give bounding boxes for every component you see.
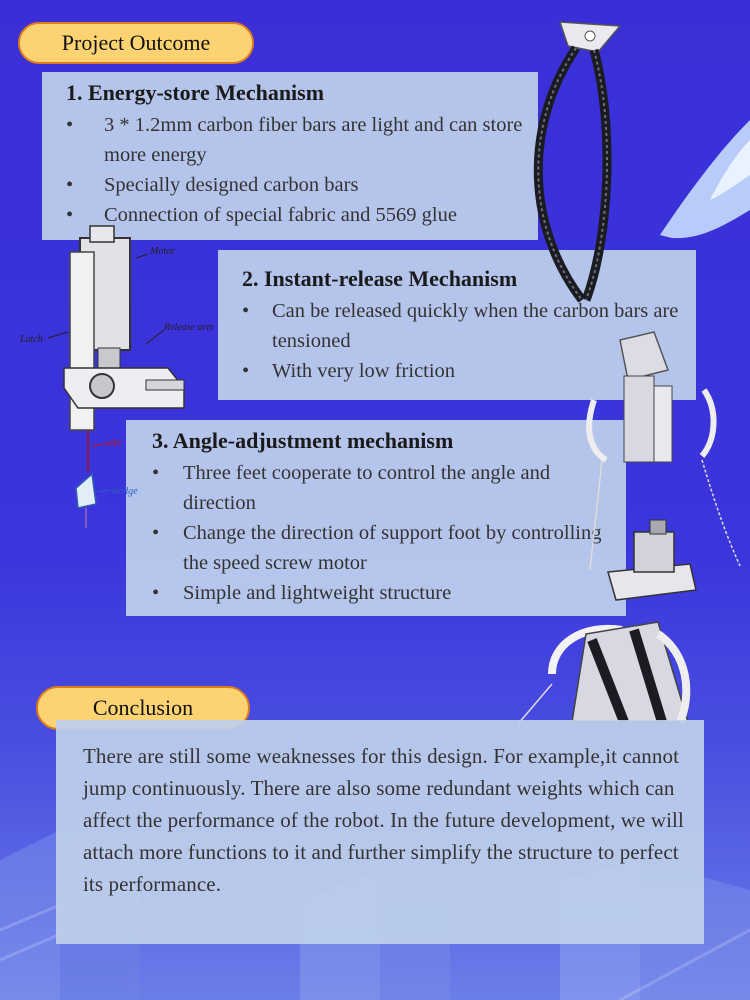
release-arm-label: Release arm bbox=[164, 322, 214, 333]
list-item: • Change the direction of support foot by controlling the speed screw motor bbox=[152, 518, 603, 578]
bullet-glyph: • bbox=[152, 582, 160, 604]
latch-label: Latch bbox=[20, 334, 43, 345]
bullet-glyph: • bbox=[152, 462, 160, 484]
list-item: • With very low friction bbox=[242, 356, 696, 386]
energy-store-title: 1. Energy-store Mechanism bbox=[66, 80, 325, 105]
project-outcome-heading bbox=[18, 22, 254, 64]
list-item: • Three feet cooperate to control the angle and direction bbox=[152, 458, 603, 518]
bullet-glyph: • bbox=[66, 114, 74, 136]
list-item: • Can be released quickly when the carbon bars are tensioned bbox=[242, 296, 692, 356]
project-outcome-label: Project Outcome bbox=[61, 30, 211, 55]
motor-label: Motor bbox=[150, 246, 175, 257]
instant-release-title: 2. Instant-release Mechanism bbox=[242, 266, 518, 291]
energy-store-list bbox=[66, 110, 538, 230]
bullet-glyph: • bbox=[66, 174, 74, 196]
bullet-glyph: • bbox=[152, 522, 160, 544]
list-item: • Connection of special fabric and 5569 glue bbox=[66, 200, 538, 230]
list-item: • 3 * 1.2mm carbon fiber bars are light and can store more energy bbox=[66, 110, 524, 170]
conclusion-panel bbox=[56, 720, 704, 944]
bullet-glyph: • bbox=[242, 360, 250, 382]
bullet-glyph: • bbox=[242, 300, 250, 322]
bullet-glyph: • bbox=[66, 204, 74, 226]
wire-label: wire bbox=[104, 438, 122, 449]
conclusion-label: Conclusion bbox=[92, 695, 194, 720]
carbon-bar-illustration bbox=[520, 12, 630, 302]
motor-block-illustration bbox=[604, 514, 700, 610]
angle-adjustment-title: 3. Angle-adjustment mechanism bbox=[152, 428, 454, 453]
energy-store-panel bbox=[42, 72, 538, 240]
list-item: • Simple and lightweight structure bbox=[152, 578, 626, 608]
list-item: • Specially designed carbon bars bbox=[66, 170, 538, 200]
release-mechanism-diagram bbox=[18, 222, 228, 532]
wedge-label: wedge bbox=[112, 486, 138, 497]
leg-assembly-illustration bbox=[512, 604, 702, 728]
conclusion-text: There are still some weaknesses for this design. For example,it cannot jump continuously. There are also some redundant weights which can affect the performance of the robot. In the future development, we will attach more functions to it and further simplify the structure to perfect its performance. bbox=[83, 744, 684, 896]
